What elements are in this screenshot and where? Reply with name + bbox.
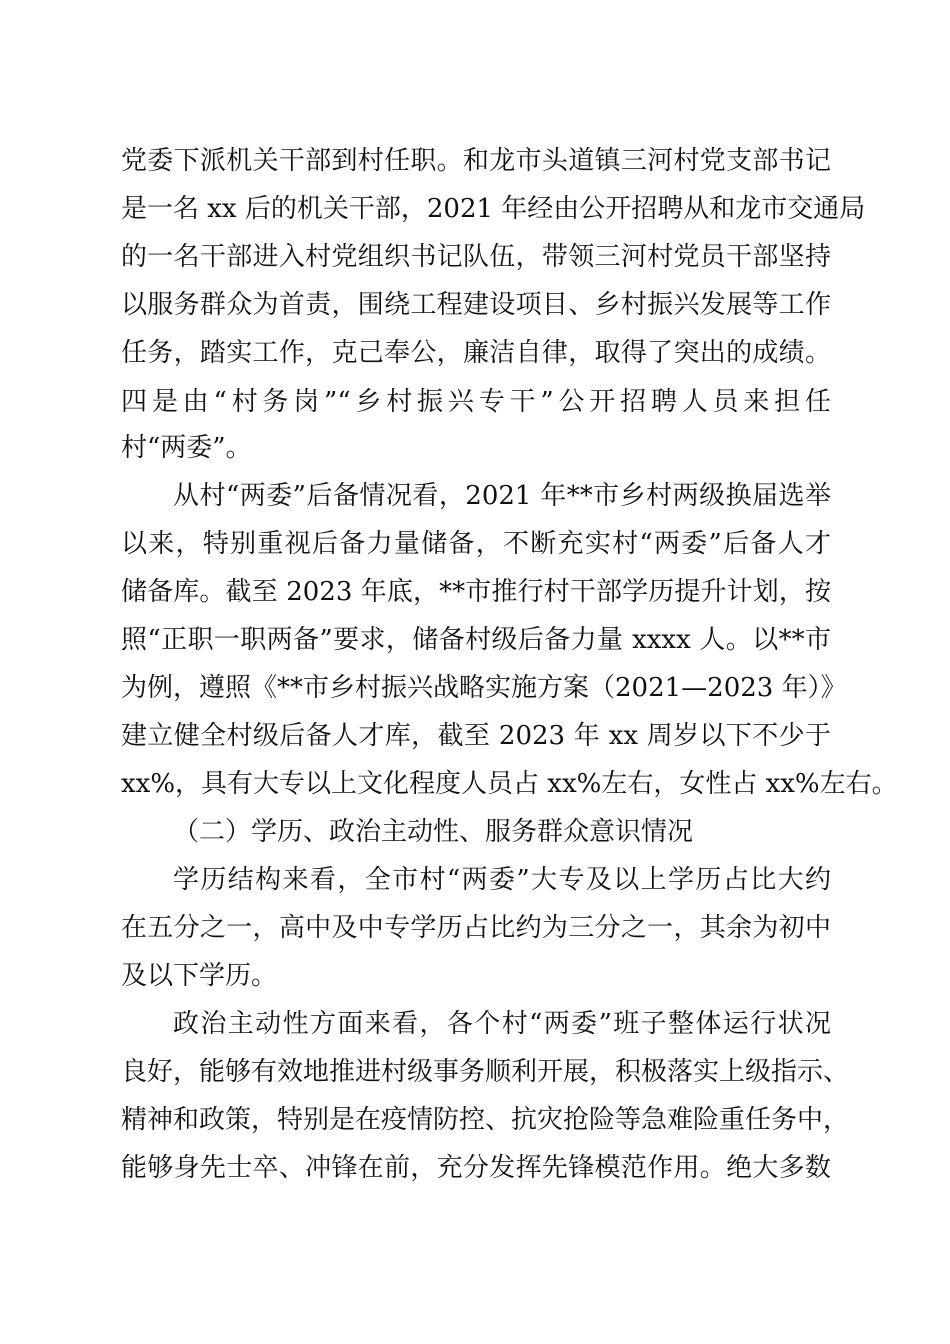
body-text-line: 储备库。截至 2023 年底，**市推行村干部学历提升计划，按 [121,577,831,607]
body-text-line: xx%，具有大专以上文化程度人员占 xx%左右，女性占 xx%左右。 [121,769,898,799]
body-text-line: 为例，遵照《**市乡村振兴战略实施方案（2021—2023 年）》 [121,673,847,703]
body-text-line: 政治主动性方面来看，各个村“两委”班子整体运行状况 [173,1009,831,1039]
body-text-line: 建立健全村级后备人才库，截至 2023 年 xx 周岁以下不少于 [121,721,831,751]
body-text-line: 良好，能够有效地推进村级事务顺利开展，积极落实上级指示、 [121,1057,850,1087]
body-text-line: 及以下学历。 [121,961,278,991]
body-text-line: 能够身先士卒、冲锋在前，充分发挥先锋模范作用。绝大多数 [121,1153,831,1183]
body-text-line: 照“正职一职两备”要求，储备村级后备力量 xxxx 人。以**市 [121,625,831,655]
body-text-line: 的一名干部进入村党组织书记队伍，带领三河村党员干部坚持 [121,242,831,272]
body-text-line: 以来，特别重视后备力量储备，不断充实村“两委”后备人才 [121,529,831,559]
body-text-line: 以服务群众为首责，围绕工程建设项目、乡村振兴发展等工作 [121,290,831,320]
body-text-line: 在五分之一，高中及中专学历占比约为三分之一，其余为初中 [121,913,831,943]
section-heading: （二）学历、政治主动性、服务群众意识情况 [173,817,694,847]
body-text-line: 党委下派机关干部到村任职。和龙市头道镇三河村党支部书记 [121,146,831,176]
body-text-line: 村“两委”。 [121,433,252,463]
body-text-line: 精神和政策，特别是在疫情防控、抗灾抢险等急难险重任务中， [121,1105,850,1135]
body-text-line: 任务，踏实工作，克己奉公，廉洁自律，取得了突出的成绩。 [121,338,831,368]
body-text-line: 从村“两委”后备情况看，2021 年**市乡村两级换届选举 [173,481,831,511]
body-text-line: 是一名 xx 后的机关干部，2021 年经由公开招聘从和龙市交通局 [121,194,866,224]
body-text-line: 四是由“村务岗”“乡村振兴专干”公开招聘人员来担任 [121,387,831,417]
body-text-line: 学历结构来看，全市村“两委”大专及以上学历占比大约 [173,865,831,895]
